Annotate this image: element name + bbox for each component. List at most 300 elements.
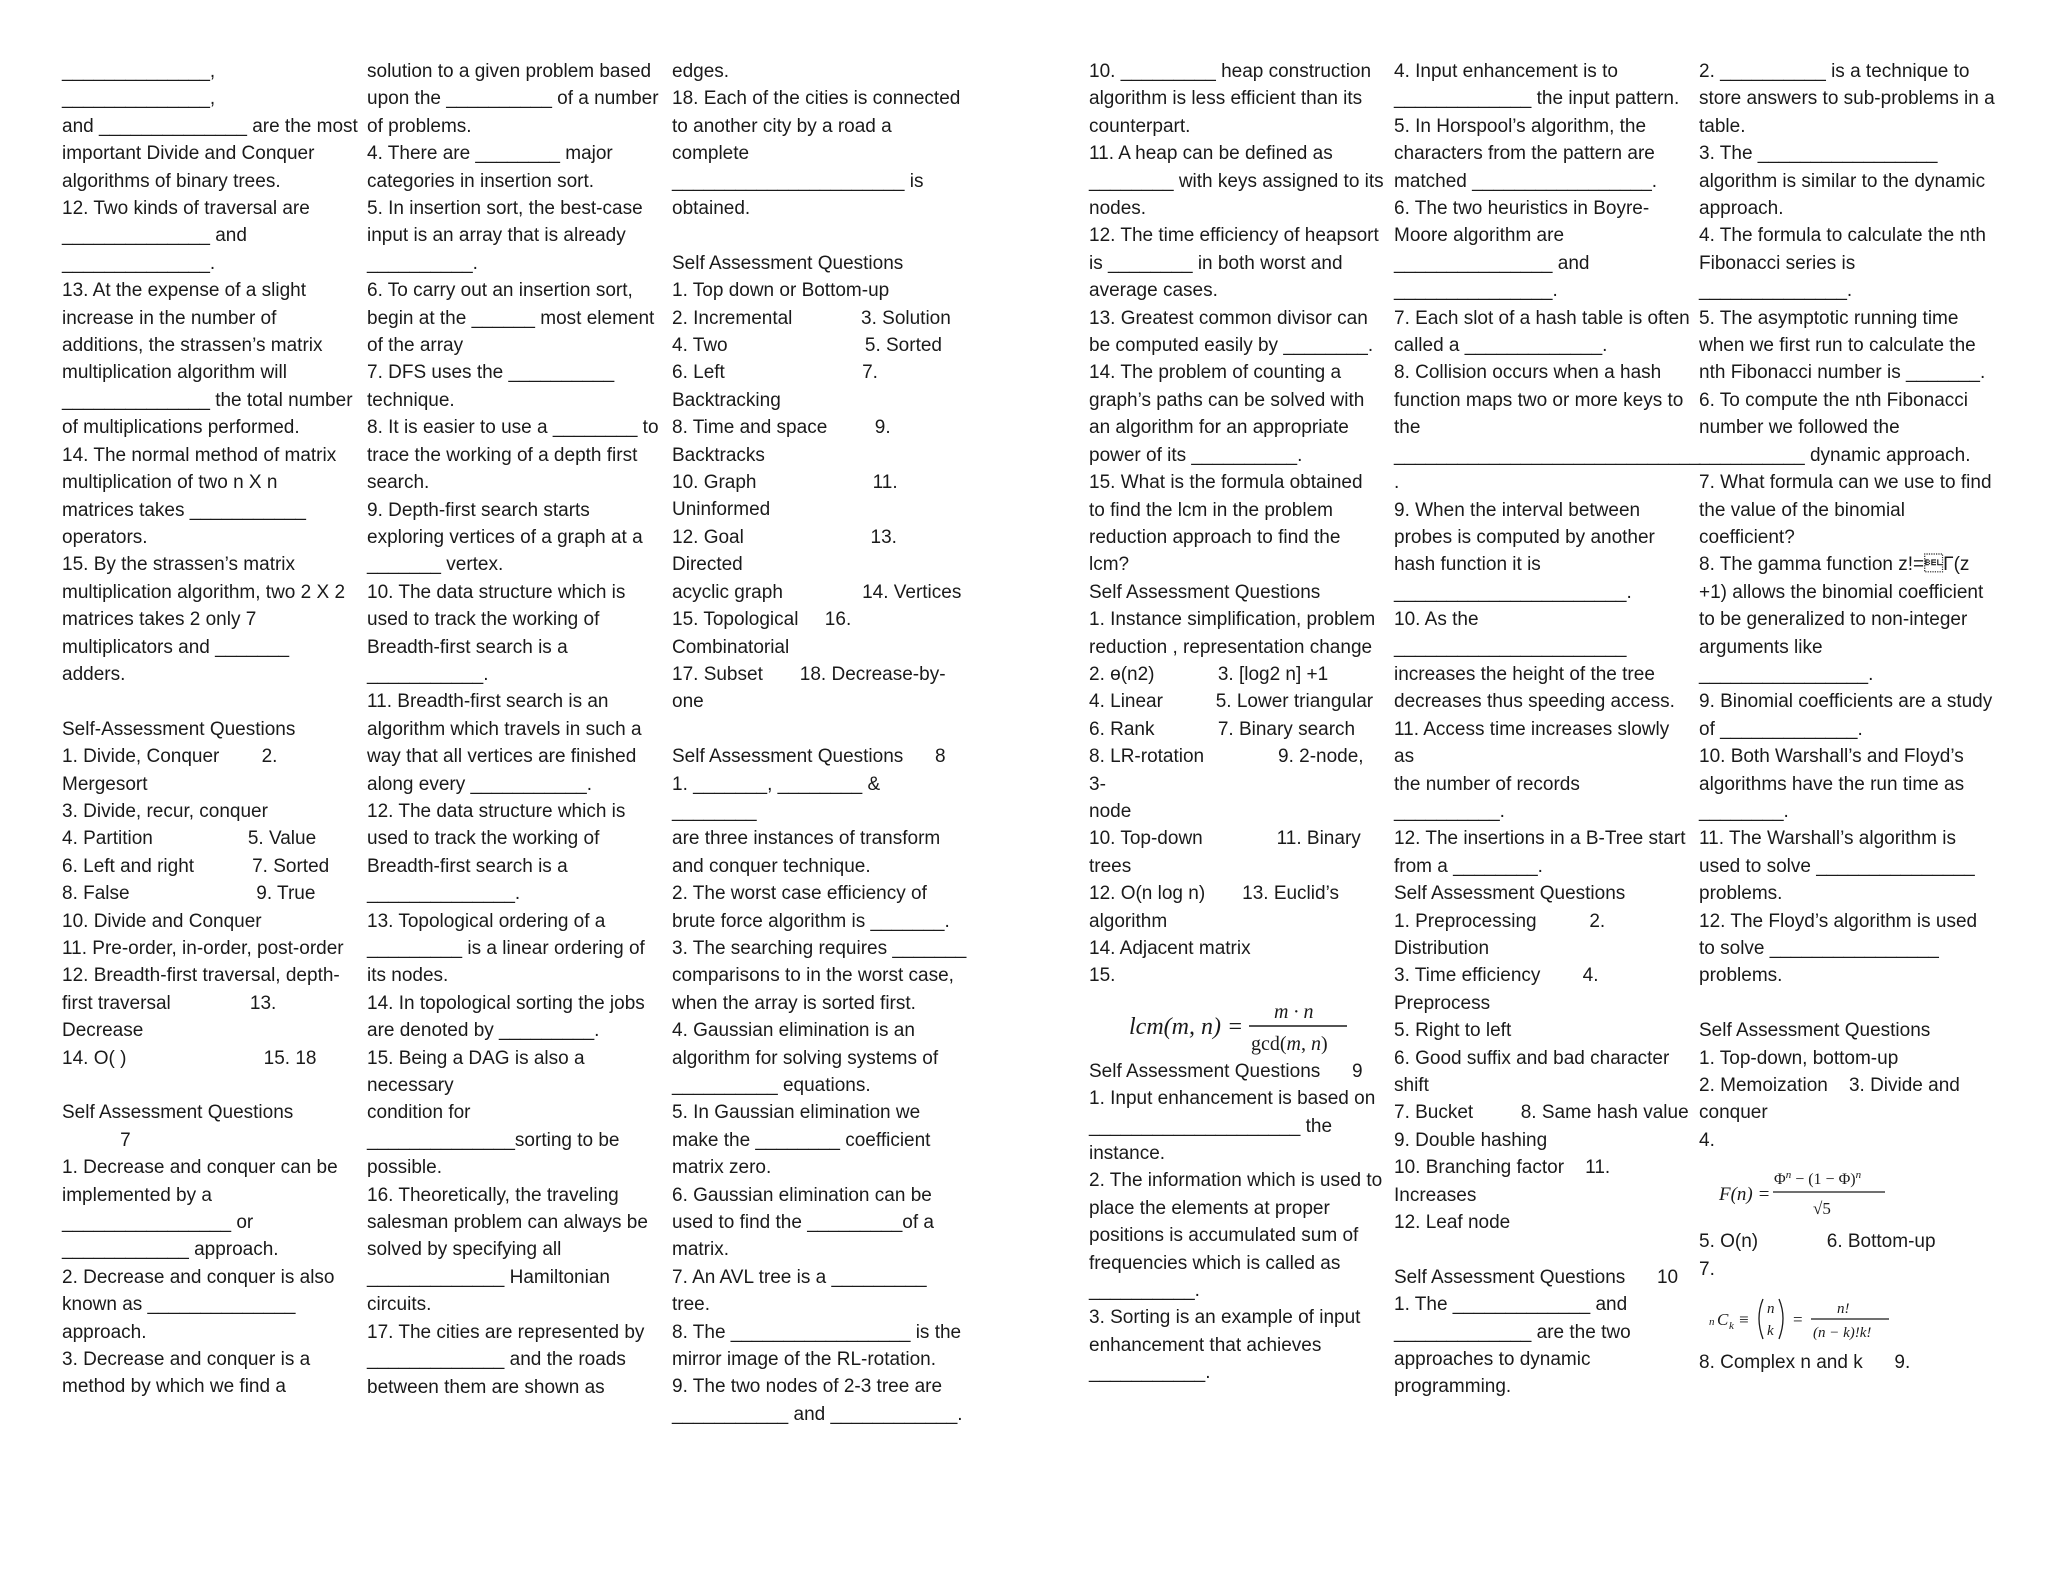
- text-line: mirror image of the RL-rotation.: [672, 1349, 936, 1371]
- text-line: additions, the strassen’s matrix: [62, 335, 323, 357]
- text-line: 2. Incremental 3. Solution: [672, 307, 951, 329]
- text-line: 1. Instance simplification, problem: [1089, 609, 1376, 631]
- text-line: 6. The two heuristics in Boyre-: [1394, 198, 1650, 220]
- text-line: algorithm which travels in such a: [367, 718, 642, 740]
- text-line: 10. Branching factor 11.: [1394, 1157, 1611, 1179]
- text-line: 12. Leaf node: [1394, 1212, 1511, 1234]
- text-line: ______________________: [1394, 636, 1627, 658]
- text-line: begin at the ______ most element: [367, 307, 655, 329]
- text-line: 2. ɵ(n2) 3. [log2 n] +1: [1089, 663, 1329, 685]
- text-line: __________ equations.: [672, 1075, 871, 1096]
- text-line: solution to a given problem based: [367, 61, 652, 82]
- text-line: 7. Each slot of a hash table is often: [1394, 307, 1690, 329]
- text-line: Self Assessment Questions 8: [672, 746, 946, 768]
- column-3-lines: [672, 58, 968, 1428]
- text-line: reduction , representation change: [1089, 636, 1373, 658]
- text-line: [672, 716, 968, 743]
- text-line: _______________.: [1394, 280, 1558, 302]
- text-line: 8. It is easier to use a ________ to: [367, 417, 659, 439]
- svg-text:k: k: [1767, 1323, 1774, 1340]
- text-line: approach.: [62, 1321, 147, 1343]
- text-line: between them are shown as: [367, 1376, 605, 1398]
- text-line: 4. Input enhancement is to: [1394, 61, 1618, 82]
- text-line: 12. The insertions in a B-Tree start: [1394, 828, 1686, 850]
- text-line: 14. In topological sorting the jobs: [367, 992, 645, 1014]
- column-5-lines: [1394, 58, 1701, 1401]
- text-line: increase in the number of: [62, 307, 277, 329]
- text-line: 10. Divide and Conquer: [62, 910, 262, 932]
- text-line: Uninformed: [672, 499, 771, 521]
- text-line: conquer: [1699, 1102, 1768, 1124]
- text-line: salesman problem can always be: [367, 1212, 648, 1234]
- text-line: _____________ are the two: [1394, 1321, 1631, 1343]
- text-line: ________________.: [1699, 663, 1874, 685]
- text-line: _____________________________: [1394, 444, 1701, 466]
- text-line: method by which we find a: [62, 1376, 286, 1398]
- text-line: probes is computed by another: [1394, 526, 1655, 548]
- text-line: upon the __________ of a number: [367, 88, 659, 110]
- text-line: 4. There are ________ major: [367, 143, 613, 165]
- text-line: 11. The Warshall’s algorithm is: [1699, 828, 1956, 850]
- text-column-1: [62, 58, 358, 1401]
- text-line: programming.: [1394, 1376, 1512, 1398]
- text-line: multiplication algorithm will: [62, 362, 287, 384]
- svg-text:Φn − (1 − Φ)n: $\Phi^n - (1 - \Phi)^n$: [1774, 1169, 1862, 1189]
- text-line: 1. Decrease and conquer can be: [62, 1157, 338, 1179]
- text-line: 13. Topological ordering of a: [367, 910, 606, 932]
- text-line: 8. Complex n and k 9.: [1699, 1352, 1911, 1374]
- text-line: used to find the _________of a: [672, 1212, 935, 1234]
- text-line: 3. Decrease and conquer is a: [62, 1349, 311, 1371]
- text-line: Fibonacci series is: [1699, 252, 1856, 274]
- text-line: 2. Memoization 3. Divide and: [1699, 1075, 1960, 1097]
- text-line: matrices takes 2 only 7: [62, 609, 257, 631]
- text-line: operators.: [62, 526, 148, 548]
- text-line: 11. A heap can be defined as: [1089, 143, 1333, 165]
- text-line: ___________ and ____________.: [672, 1403, 963, 1425]
- text-line: 4.: [1699, 1129, 1715, 1151]
- text-line: important Divide and Conquer: [62, 143, 315, 165]
- text-line: __________.: [1394, 800, 1505, 822]
- text-line: edges.: [672, 61, 730, 82]
- text-line: 13. Greatest common divisor can: [1089, 307, 1368, 329]
- text-line: 14. The normal method of matrix: [62, 444, 337, 466]
- text-line: _____________ Hamiltonian: [367, 1266, 610, 1288]
- text-line: 6. Good suffix and bad character: [1394, 1047, 1670, 1069]
- text-line: average cases.: [1089, 280, 1218, 302]
- text-line: hash function it is: [1394, 554, 1541, 576]
- text-line: 6. Left and right 7. Sorted: [62, 855, 330, 877]
- text-line: nth Fibonacci number is _______.: [1699, 362, 1986, 384]
- text-line: matrix zero.: [672, 1157, 772, 1179]
- text-line: 7. Bucket 8. Same hash value: [1394, 1102, 1689, 1124]
- text-line: 5. Right to left: [1394, 1020, 1512, 1042]
- text-line: 3. Time efficiency 4.: [1394, 965, 1599, 987]
- column-1-lines: [62, 58, 358, 1401]
- text-line: [1699, 990, 1995, 1017]
- svg-text:n: n: [1767, 1301, 1775, 1318]
- text-line: ______________.: [367, 883, 521, 905]
- text-line: number we followed the: [1699, 417, 1900, 439]
- text-column-4: [1089, 58, 1385, 1387]
- text-line: Mergesort: [62, 773, 148, 795]
- text-line: one: [672, 691, 704, 713]
- text-line: to be generalized to non-integer: [1699, 609, 1968, 631]
- text-line: 9. The two nodes of 2-3 tree are: [672, 1376, 943, 1398]
- text-line: Breadth-first search is a: [367, 855, 568, 877]
- column-2-lines: [367, 58, 663, 1401]
- text-line: __________ dynamic approach.: [1699, 444, 1971, 466]
- text-line: are denoted by _________.: [367, 1020, 600, 1042]
- text-line: 7. An AVL tree is a _________ tree.: [672, 1266, 932, 1316]
- text-line: 12. Two kinds of traversal are: [62, 198, 310, 220]
- text-line: positions is accumulated sum of: [1089, 1225, 1359, 1247]
- text-line: __________.: [367, 252, 478, 274]
- text-line: _______________ and: [1394, 252, 1590, 274]
- text-line: shift: [1394, 1075, 1429, 1097]
- text-line: and ______________ are the most: [62, 115, 358, 137]
- text-line: __________.: [1089, 1280, 1200, 1302]
- text-line: .: [1394, 472, 1400, 494]
- text-line: 9. Binomial coefficients are a study: [1699, 691, 1993, 713]
- text-line: ______________________ is: [672, 170, 924, 192]
- text-line: node: [1089, 800, 1132, 822]
- text-line: _____________ the input pattern.: [1394, 88, 1680, 110]
- svg-text:C: C: [1717, 1310, 1729, 1330]
- text-line: algorithm for solving systems of: [672, 1047, 939, 1069]
- text-line: of problems.: [367, 115, 472, 137]
- text-line: 6. Gaussian elimination can be: [672, 1184, 932, 1206]
- text-column-6: [1699, 58, 1995, 1376]
- text-line: 12. O(n log n) 13. Euclid’s: [1089, 883, 1339, 905]
- text-line: algorithm: [1089, 910, 1168, 932]
- svg-text:=: =: [1793, 1310, 1803, 1330]
- text-line: enhancement that achieves: [1089, 1334, 1322, 1356]
- text-line: 14. O( ) 15. 18: [62, 1047, 317, 1069]
- svg-text:n!: n!: [1837, 1301, 1850, 1318]
- text-line: 11. Pre-order, in-order, post-order: [62, 937, 344, 959]
- text-line: to another city by a road a: [672, 115, 892, 137]
- text-line: 15. What is the formula obtained: [1089, 472, 1363, 494]
- text-line: graph’s paths can be solved with: [1089, 389, 1365, 411]
- text-line: 10. The data structure which is: [367, 581, 626, 603]
- text-line: 5. In Horspool’s algorithm, the: [1394, 115, 1647, 137]
- text-line: multiplicators and _______: [62, 636, 290, 658]
- text-line: coefficient?: [1699, 526, 1795, 548]
- text-line: approach.: [1699, 198, 1784, 220]
- text-line: 18. Each of the cities is connected: [672, 88, 961, 110]
- text-line: 8. The _________________ is the: [672, 1321, 962, 1343]
- text-line: 6. To compute the nth Fibonacci: [1699, 389, 1968, 411]
- text-line: obtained.: [672, 198, 751, 220]
- text-line: power of its __________.: [1089, 444, 1303, 466]
- text-line: to find the lcm in the problem: [1089, 499, 1333, 521]
- text-line: possible.: [367, 1157, 442, 1179]
- text-line: [1394, 1236, 1690, 1263]
- text-line: 4. Two 5. Sorted: [672, 335, 942, 357]
- text-line: Self Assessment Questions: [1089, 581, 1321, 603]
- text-line: complete: [672, 143, 750, 165]
- text-line: 8. Time and space 9.: [672, 417, 891, 439]
- text-line: store answers to sub-problems in a: [1699, 88, 1995, 110]
- text-line: 3. Sorting is an example of input: [1089, 1307, 1361, 1329]
- text-line: function maps two or more keys to: [1394, 389, 1684, 411]
- text-line: way that all vertices are finished: [367, 746, 637, 768]
- text-line: Self Assessment Questions: [1699, 1020, 1931, 1042]
- text-line: algorithms of binary trees.: [62, 170, 281, 192]
- text-line: trees: [1089, 855, 1132, 877]
- text-line: its nodes.: [367, 965, 449, 987]
- text-line: comparisons to in the worst case,: [672, 965, 954, 987]
- text-line: table.: [1699, 115, 1746, 137]
- text-line: of the array: [367, 335, 464, 357]
- text-line: used to solve _______________: [1699, 855, 1975, 877]
- text-line: matrices takes ___________: [62, 499, 306, 521]
- text-line: arguments like: [1699, 636, 1823, 658]
- text-line: 3. The searching requires _______: [672, 937, 967, 959]
- text-line: called a _____________.: [1394, 335, 1608, 357]
- text-line: search.: [367, 472, 430, 494]
- text-line: multiplication algorithm, two 2 X 2: [62, 581, 346, 603]
- text-line: 9. Double hashing: [1394, 1129, 1548, 1151]
- text-line: 9. When the interval between: [1394, 499, 1641, 521]
- text-line: reduction approach to find the: [1089, 526, 1341, 548]
- text-line: 4. Linear 5. Lower triangular: [1089, 691, 1374, 713]
- text-line: 12. Breadth-first traversal, depth-: [62, 965, 340, 987]
- text-line: algorithm is less efficient than its: [1089, 88, 1363, 110]
- text-line: ___________.: [1089, 1362, 1211, 1384]
- text-line: implemented by a: [62, 1184, 212, 1206]
- text-line: 1. Top-down, bottom-up: [1699, 1047, 1899, 1069]
- text-line: 4. Partition 5. Value: [62, 828, 317, 850]
- text-line: matrix.: [672, 1239, 729, 1261]
- text-line: acyclic graph 14. Vertices: [672, 581, 962, 603]
- text-line: increases the height of the tree: [1394, 663, 1655, 685]
- text-line: _____________ and the roads: [367, 1349, 626, 1371]
- text-line: known as ______________: [62, 1294, 296, 1316]
- text-line: 2. Decrease and conquer is also: [62, 1266, 335, 1288]
- text-line: ______________ the total number: [62, 389, 353, 411]
- text-line: nodes.: [1089, 198, 1147, 220]
- text-line: to solve ________________: [1699, 938, 1939, 959]
- text-line: ___________.: [367, 663, 489, 685]
- text-line: 8. LR-rotation 9. 2-node, 3-: [1089, 746, 1369, 795]
- text-line: Self Assessment Questions 9: [1089, 1060, 1363, 1082]
- text-line: place the elements at proper: [1089, 1197, 1330, 1219]
- text-line: 12. The data structure which is: [367, 800, 626, 822]
- text-line: Self-Assessment Questions: [62, 718, 296, 740]
- text-line: condition for: [367, 1102, 471, 1124]
- text-line: Backtracks: [672, 444, 765, 466]
- text-line: ________ with keys assigned to its: [1089, 170, 1384, 192]
- text-line: the number of records: [1394, 773, 1580, 795]
- text-line: input is an array that is already: [367, 225, 626, 247]
- text-line: 11. Breadth-first search is an: [367, 691, 609, 713]
- text-line: Combinatorial: [672, 636, 790, 658]
- text-line: adders.: [62, 663, 126, 685]
- text-column-2: [367, 58, 663, 1401]
- text-line: Preprocess: [1394, 992, 1491, 1014]
- text-line: ______________ and: [62, 225, 247, 247]
- column-4-lines-after: [1089, 1058, 1385, 1387]
- text-line: ________.: [1699, 800, 1789, 822]
- text-line: 12. The Floyd’s algorithm is used: [1699, 910, 1978, 932]
- text-line: solved by specifying all: [367, 1239, 562, 1261]
- text-line: +1) allows the binomial coefficient: [1699, 581, 1984, 603]
- text-column-3: [672, 58, 968, 1428]
- text-line: make the ________ coefficient: [672, 1129, 931, 1151]
- text-line: 8. Collision occurs when a hash: [1394, 362, 1662, 384]
- text-line: used to track the working of: [367, 609, 600, 631]
- text-line: 5. O(n) 6. Bottom-up: [1699, 1231, 1936, 1253]
- text-line: multiplication of two n X n: [62, 472, 278, 494]
- text-line: 1. The _____________ and: [1394, 1294, 1628, 1316]
- text-line: from a ________.: [1394, 855, 1543, 877]
- text-line: ______________.: [1699, 280, 1853, 302]
- column-6-lines-mid: [1699, 1228, 1995, 1283]
- binomial-formula: [1699, 1289, 1995, 1347]
- text-line: matched _________________.: [1394, 170, 1658, 192]
- svg-text:m · n: m · n: [1274, 1000, 1314, 1023]
- text-line: 10. Both Warshall’s and Floyd’s: [1699, 746, 1964, 768]
- text-line: are three instances of transform: [672, 828, 941, 850]
- svg-text:(n − k)!k!: (n − k)!k!: [1813, 1325, 1872, 1342]
- text-line: technique.: [367, 389, 455, 411]
- text-line: 7.: [1699, 1258, 1715, 1280]
- text-line: when the array is sorted first.: [672, 992, 916, 1014]
- svg-text:F(n) =: F(n) =: [1719, 1184, 1771, 1206]
- text-line: characters from the pattern are: [1394, 143, 1655, 165]
- text-line: [672, 222, 968, 249]
- text-line: used to track the working of: [367, 828, 600, 850]
- text-line: 15. Being a DAG is also a necessary: [367, 1047, 590, 1097]
- text-line: first traversal 13.: [62, 992, 277, 1014]
- text-line: 8. False 9. True: [62, 883, 316, 905]
- text-line: when we first run to calculate the: [1699, 335, 1976, 357]
- text-line: ______________, ______________,: [62, 61, 221, 110]
- text-line: 1. Input enhancement is based on: [1089, 1088, 1376, 1110]
- text-line: Decrease: [62, 1020, 144, 1042]
- text-line: and conquer technique.: [672, 855, 871, 877]
- text-line: along every ___________.: [367, 773, 593, 795]
- text-line: 2. The information which is used to: [1089, 1170, 1383, 1192]
- svg-text:√5: √5: [1813, 1199, 1831, 1219]
- text-line: 6. Left 7.: [672, 362, 878, 384]
- text-line: 17. Subset 18. Decrease-by-: [672, 663, 946, 685]
- text-line: of multiplications performed.: [62, 417, 300, 439]
- text-line: 15.: [1089, 965, 1116, 987]
- text-line: an algorithm for an appropriate: [1089, 417, 1349, 439]
- text-line: categories in insertion sort.: [367, 170, 595, 192]
- column-6-lines: [1699, 58, 1995, 1154]
- text-line: 2. __________ is a technique to: [1699, 61, 1970, 82]
- text-line: 6. To carry out an insertion sort,: [367, 280, 633, 302]
- text-line: the value of the binomial: [1699, 499, 1905, 521]
- svg-text:n: n: [1709, 1316, 1715, 1329]
- text-line: problems.: [1699, 883, 1783, 905]
- text-line: 5. The asymptotic running time: [1699, 307, 1959, 329]
- text-line: decreases thus speeding access.: [1394, 691, 1675, 713]
- svg-text:≡: ≡: [1739, 1310, 1749, 1330]
- text-line: approaches to dynamic: [1394, 1349, 1591, 1371]
- text-line: algorithm is similar to the dynamic: [1699, 170, 1986, 192]
- text-line: be computed easily by ________.: [1089, 335, 1374, 357]
- text-line: exploring vertices of a graph at a: [367, 526, 643, 548]
- text-line: 15. By the strassen’s matrix: [62, 554, 296, 576]
- text-line: 4. Gaussian elimination is an: [672, 1020, 915, 1042]
- text-line: 6. Rank 7. Binary search: [1089, 718, 1356, 740]
- text-line: instance.: [1089, 1143, 1166, 1165]
- text-line: _________ is a linear ordering of: [367, 938, 645, 959]
- text-line: lcm?: [1089, 554, 1130, 576]
- text-line: [62, 688, 358, 715]
- text-line: frequencies which is called as: [1089, 1252, 1341, 1274]
- text-line: Increases: [1394, 1184, 1477, 1206]
- text-line: ____________________ the: [1089, 1115, 1333, 1137]
- text-line: [62, 1072, 358, 1099]
- text-line: circuits.: [367, 1294, 432, 1316]
- text-line: 7. What formula can we use to find: [1699, 472, 1992, 494]
- text-line: 16. Theoretically, the traveling: [367, 1184, 619, 1206]
- text-line: 5. In Gaussian elimination we: [672, 1102, 921, 1124]
- text-line: Distribution: [1394, 938, 1490, 959]
- svg-text:gcd(m, n): gcd(m, n): [1251, 1032, 1328, 1055]
- text-line: 10. Graph 11.: [672, 472, 898, 494]
- text-line: 5. In insertion sort, the best-case: [367, 198, 643, 220]
- text-column-5: [1394, 58, 1701, 1401]
- text-line: 1. Top down or Bottom-up: [672, 280, 890, 302]
- text-line: of _____________.: [1699, 718, 1863, 740]
- text-line: Backtracking: [672, 389, 781, 411]
- text-line: 9. Depth-first search starts: [367, 499, 590, 521]
- text-line: Breadth-first search is a: [367, 636, 568, 658]
- column-6-lines-after: [1699, 1349, 1995, 1376]
- text-line: 3. Divide, recur, conquer: [62, 800, 268, 822]
- text-line: ______________sorting to be: [367, 1129, 620, 1151]
- text-line: 12. Goal 13. Directed: [672, 526, 903, 576]
- text-line: trace the working of a depth first: [367, 444, 638, 466]
- text-line: 11. Access time increases slowly as: [1394, 718, 1675, 768]
- text-line: 10. As the: [1394, 609, 1479, 631]
- text-line: 17. The cities are represented by: [367, 1321, 645, 1343]
- text-line: ______________________.: [1394, 581, 1632, 603]
- text-line: 2. The worst case efficiency of: [672, 883, 927, 905]
- text-line: 14. Adjacent matrix: [1089, 938, 1251, 959]
- text-line: ____________ approach.: [62, 1239, 279, 1261]
- text-line: ______________.: [62, 252, 216, 274]
- svg-text:lcm(m, n) =: lcm(m, n) =: [1129, 1013, 1244, 1040]
- text-line: 1. _______, ________ & ________: [672, 773, 886, 822]
- text-line: Self Assessment Questions: [1394, 883, 1626, 905]
- text-line: 7. DFS uses the __________: [367, 362, 615, 384]
- text-line: Moore algorithm are: [1394, 225, 1565, 247]
- column-4-lines: [1089, 58, 1385, 990]
- text-line: 7: [62, 1129, 131, 1151]
- text-line: ________________ or: [62, 1212, 254, 1234]
- text-line: 3. The _________________: [1699, 143, 1938, 165]
- text-line: 15. Topological 16.: [672, 609, 852, 631]
- text-line: brute force algorithm is _______.: [672, 910, 950, 932]
- text-line: 14. The problem of counting a: [1089, 362, 1342, 384]
- text-line: 10. _________ heap construction: [1089, 61, 1372, 82]
- text-line: counterpart.: [1089, 115, 1191, 137]
- text-line: algorithms have the run time as: [1699, 773, 1965, 795]
- text-line: Self Assessment Questions: [62, 1102, 294, 1124]
- text-line: 12. The time efficiency of heapsort: [1089, 225, 1379, 247]
- text-line: 10. Top-down 11. Binary: [1089, 828, 1361, 850]
- text-line: is ________ in both worst and: [1089, 252, 1343, 274]
- text-line: Self Assessment Questions: [672, 252, 904, 274]
